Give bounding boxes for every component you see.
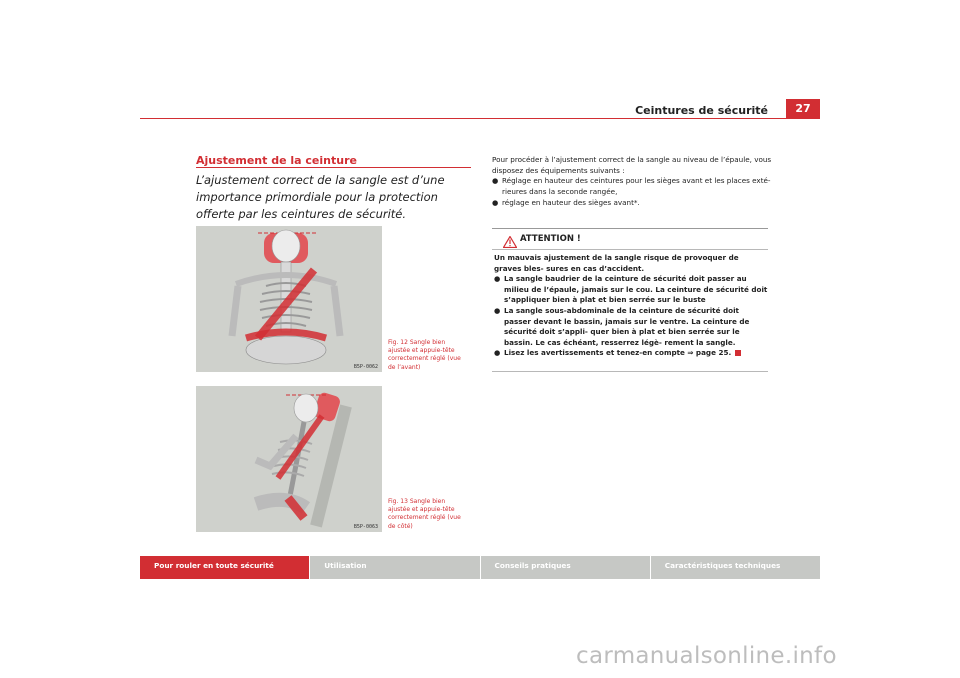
figure-front-view xyxy=(196,226,382,372)
figure-code: B5P-0063 xyxy=(353,524,378,530)
bullet-icon: ● xyxy=(492,197,499,207)
header-rule xyxy=(140,118,786,119)
footer-navigation xyxy=(140,556,820,579)
warning-body xyxy=(492,250,768,359)
bullet-icon: ● xyxy=(494,274,501,284)
figure-side-view xyxy=(196,386,382,532)
section-intro: L’ajustement correct de la sangle est d’une importance primordiale pour la protection offerte par les ceintures de sécurité. xyxy=(196,173,445,221)
warning-intro: Un mauvais ajustement de la sangle risque de provoquer de graves bles- sures en cas d’accident. xyxy=(494,253,739,273)
bullet-icon: ● xyxy=(492,176,499,186)
tab-conseils-pratiques[interactable]: Conseils pratiques xyxy=(480,556,650,579)
section-rule xyxy=(196,167,471,168)
body-text xyxy=(492,155,777,209)
list-item xyxy=(494,306,768,348)
list-item-text: réglage en hauteur des sièges avant*. xyxy=(502,197,640,207)
list-item xyxy=(494,274,768,306)
tab-caracteristiques-techniques[interactable]: Caractéristiques techniques xyxy=(650,556,820,579)
list-item-text: La sangle sous-abdominale de la ceinture de sécurité doit passer devant le bassin, jamais sur le ventre. La ceinture de sécurité doit s’appli- quer bien à plat et bien serrée sur le bassin. Le cas échéant, resserrez légè- rement la sangle. xyxy=(504,305,750,347)
watermark: carmanualsonline.info xyxy=(576,643,837,669)
warning-box xyxy=(492,228,768,372)
tab-utilisation[interactable]: Utilisation xyxy=(309,556,479,579)
running-header-title: Ceintures de sécurité xyxy=(635,104,768,117)
list-item xyxy=(494,348,768,359)
list-item-text: La sangle baudrier de la ceinture de sécurité doit passer au milieu de l’épaule, jamais sur le cou. La ceinture de sécurité doit s’appliquer bien à plat et bien serrée sur le buste xyxy=(504,274,768,305)
front-view-illustration xyxy=(196,226,382,372)
list-item-text: Réglage en hauteur des ceintures pour les sièges avant et les places exté- rieures dans la seconde rangée, xyxy=(502,176,771,197)
warning-header xyxy=(492,229,768,250)
section-title: Ajustement de la ceinture xyxy=(196,154,357,167)
tab-pour-rouler-en-toute-securite[interactable]: Pour rouler en toute sécurité xyxy=(140,556,309,579)
list-item xyxy=(492,198,777,209)
body-paragraph: Pour procéder à l’ajustement correct de la sangle au niveau de l’épaule, vous disposez des équipements suivants : xyxy=(492,155,772,175)
side-view-illustration xyxy=(196,386,382,532)
list-item xyxy=(492,176,777,197)
bullet-icon: ● xyxy=(494,305,501,315)
bullet-icon: ● xyxy=(494,348,501,358)
end-of-section-icon xyxy=(735,350,741,356)
figure-caption: Fig. 12 Sangle bien ajustée et appuie-tête correctement réglé (vue de l’avant) xyxy=(388,339,461,371)
figure-caption: Fig. 13 Sangle bien ajustée et appuie-tête correctement réglé (vue de côté) xyxy=(388,498,461,530)
list-item-text xyxy=(504,348,741,359)
figure-code: B5P-0062 xyxy=(353,364,378,370)
warning-title: ATTENTION ! xyxy=(520,234,581,244)
page-number: 27 xyxy=(786,99,820,119)
page-reference-link[interactable]: Lisez les avertissements et tenez-en compte ⇒ page 25. xyxy=(504,348,732,358)
warning-triangle-icon xyxy=(503,233,517,252)
